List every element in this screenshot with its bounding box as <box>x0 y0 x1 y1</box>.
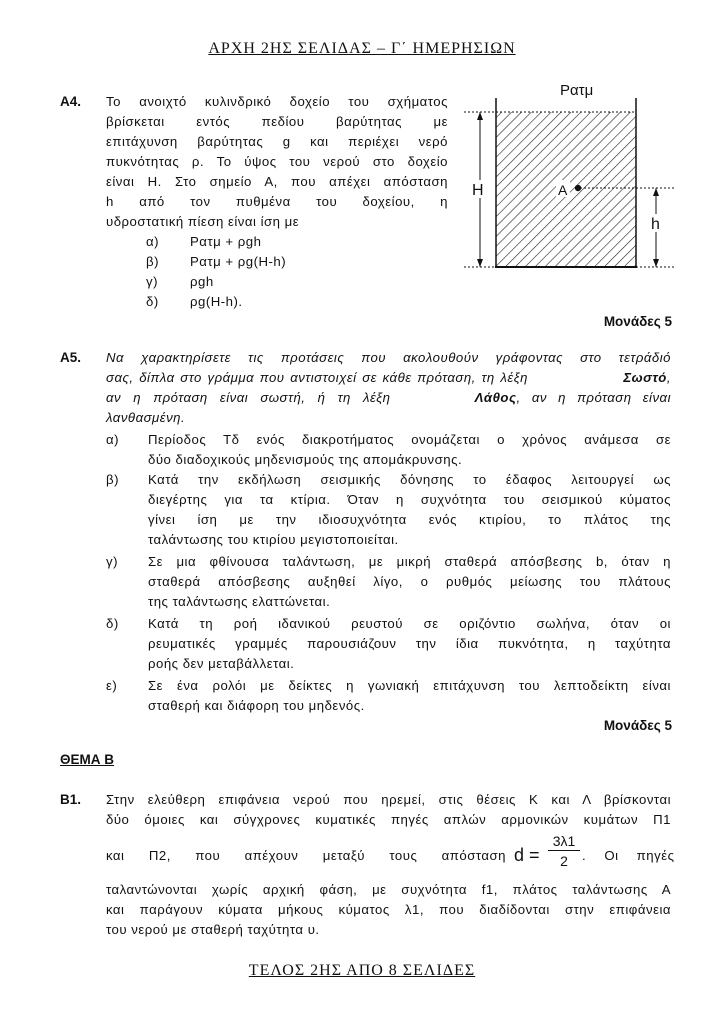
a5-item-b-line-1: Κατά την εκδήλωση σεισμικής δόνησης το έδαφος λειτουργεί ως <box>148 472 671 487</box>
a5-item-c-line-2: σταθερά απόσβεσης αυξηθεί λίγο, ο ρυθμός μείωσης του πλάτους <box>148 574 671 589</box>
a4-option-c-text: ρgh <box>190 274 214 289</box>
correct-word: Σωστό <box>623 370 667 385</box>
point-A <box>575 185 581 191</box>
a5-item-c-key: γ) <box>106 554 118 569</box>
A-label: A <box>558 182 568 198</box>
a5-intro-line-3-text: αν η πρόταση είναι σωστή, ή τη λέξη <box>106 390 391 405</box>
H-arrow-bottom <box>477 259 483 267</box>
a5-marks: Μονάδες 5 <box>603 718 672 733</box>
a4-option-a-text: Ρατμ + ρgh <box>190 234 262 249</box>
a5-intro-line-3 <box>106 390 671 405</box>
a5-item-d-line-2: ρευματικές γραμμές παρουσιάζουν την ίδια πυκνότητα, η ταχύτητα <box>148 636 671 651</box>
a5-item-a-key: α) <box>106 432 120 447</box>
a4-line-4: πυκνότητας ρ. Το ύψος του νερού στο δοχείο <box>106 154 448 169</box>
wrong-word: Λάθος <box>474 390 517 405</box>
question-a5-label: Α5. <box>60 350 82 365</box>
page-footer: ΤΕΛΟΣ 2ΗΣ ΑΠΟ 8 ΣΕΛΙΔΕΣ <box>248 962 476 979</box>
container-figure <box>462 82 682 272</box>
a4-line-1: Το ανοιχτό κυλινδρικό δοχείο του σχήματος <box>106 94 448 109</box>
a5-item-a-line-2: δύο διαδοχικούς μηδενισμούς της απομάκρυνσης. <box>148 452 463 467</box>
a5-intro-line-2-comma: , <box>666 370 671 385</box>
page-header: ΑΡΧΗ 2ΗΣ ΣΕΛΙΔΑΣ – Γ΄ ΗΜΕΡΗΣΙΩΝ <box>208 40 516 57</box>
H-label: H <box>472 182 484 199</box>
a4-option-c-key: γ) <box>146 274 158 289</box>
H-arrow-top <box>477 112 483 120</box>
a5-intro-line-3-rest: , αν η πρόταση είναι <box>516 390 671 405</box>
a5-intro-line-2-text: σας, δίπλα στο γράμμα που αντιστοιχεί σε κάθε πρόταση, τη λέξη <box>106 370 528 385</box>
b1-line-5: και παράγουν κύματα μήκους κύματος λ1, που διαδίδονται στην επιφάνεια <box>106 902 671 917</box>
question-b1-label: Β1. <box>60 792 82 807</box>
a5-intro-line-2 <box>106 370 671 385</box>
a5-item-b-line-2: διεγέρτης για τα κτίρια. Όταν η συχνότητα του σεισμικού κύματος <box>148 492 671 507</box>
b1-line-1: Στην ελεύθερη επιφάνεια νερού που ηρεμεί, στις θέσεις Κ και Λ βρίσκονται <box>106 792 671 807</box>
b1-line-6: του νερού με σταθερή ταχύτητα υ. <box>106 922 320 937</box>
b1-line-2: δύο όμοιες και σύγχρονες κυματικές πηγές απλών αρμονικών κυμάτων Π1 <box>106 812 671 827</box>
a5-item-e-line-1: Σε ένα ρολόι με δείκτες η γωνιακή επιτάχυνση του λεπτοδείκτη είναι <box>148 678 671 693</box>
b1-line-3: και Π2, που απέχουν μεταξύ τους απόσταση <box>106 848 506 863</box>
a4-marks: Μονάδες 5 <box>603 314 672 329</box>
section-b-heading: ΘΕΜΑ Β <box>60 752 114 767</box>
h-arrow-top <box>653 188 659 196</box>
a5-item-b-key: β) <box>106 472 119 487</box>
formula-lhs: d = <box>514 845 540 865</box>
h-arrow-bottom <box>653 259 659 267</box>
a4-option-b-key: β) <box>146 254 159 269</box>
b1-line-3-tail-text: . Οι πηγές <box>582 848 675 863</box>
a5-item-d-key: δ) <box>106 616 119 631</box>
a4-option-d-text: ρg(H-h). <box>190 294 243 309</box>
question-a4-label: Α4. <box>60 94 82 109</box>
a5-item-e-line-2: σταθερή και διάφορη του μηδενός. <box>148 698 365 713</box>
h-label: h <box>651 216 660 233</box>
a5-item-c-line-1: Σε μια φθίνουσα ταλάντωση, με μικρή σταθερά απόσβεσης b, όταν η <box>148 554 671 569</box>
a4-line-6: h από τον πυθμένα του δοχείου, η <box>106 194 448 209</box>
b1-line-4: ταλαντώνονται χωρίς αρχική φάση, με συχνότητα f1, πλάτος ταλάντωσης Α <box>106 882 671 897</box>
a4-line-7: υδροστατική πίεση είναι ίση με <box>106 214 300 229</box>
a5-item-a-line-1: Περίοδος Τδ ενός διακροτήματος ονομάζεται ο χρόνος ανάμεσα σε <box>148 432 671 447</box>
a5-item-b-line-4: ταλάντωσης του κτιρίου μεγιστοποιείται. <box>148 532 399 547</box>
a4-line-5: είναι Η. Στο σημείο Α, που απέχει απόσταση <box>106 174 448 189</box>
a5-item-b-line-3: γίνει ίση με την ιδιοσυχνότητα ενός κτιρίου, το πλάτος της <box>148 512 671 527</box>
a5-item-e-key: ε) <box>106 678 118 693</box>
a4-option-a-key: α) <box>146 234 160 249</box>
a5-intro-line-4: λανθασμένη. <box>106 410 186 425</box>
a5-intro-line-3-tail <box>475 390 671 405</box>
a5-item-d-line-1: Κατά τη ροή ιδανικού ρευστού σε οριζόντιο σωλήνα, όταν οι <box>148 616 671 631</box>
a5-intro-line-2-tail <box>623 370 671 385</box>
formula-numerator: 3λ1 <box>548 832 580 851</box>
a4-option-d-key: δ) <box>146 294 159 309</box>
patm-label: Ρατμ <box>560 82 594 99</box>
a5-item-d-line-3: ροής δεν μεταβάλλεται. <box>148 656 295 671</box>
formula-denominator: 2 <box>560 853 568 869</box>
a4-line-2: βρίσκεται εντός πεδίου βαρύτητας με <box>106 114 448 129</box>
a5-item-c-line-3: της ταλάντωσης ελαττώνεται. <box>148 594 331 609</box>
a5-intro-line-1: Να χαρακτηρίσετε τις προτάσεις που ακολουθούν γράφοντας στο τετράδιό <box>106 350 671 365</box>
a4-option-b-text: Ρατμ + ρg(H-h) <box>190 254 287 269</box>
b1-line-3-tail <box>582 848 675 863</box>
a4-line-3: επιτάχυνση βαρύτητας g και περιέχει νερό <box>106 134 448 149</box>
